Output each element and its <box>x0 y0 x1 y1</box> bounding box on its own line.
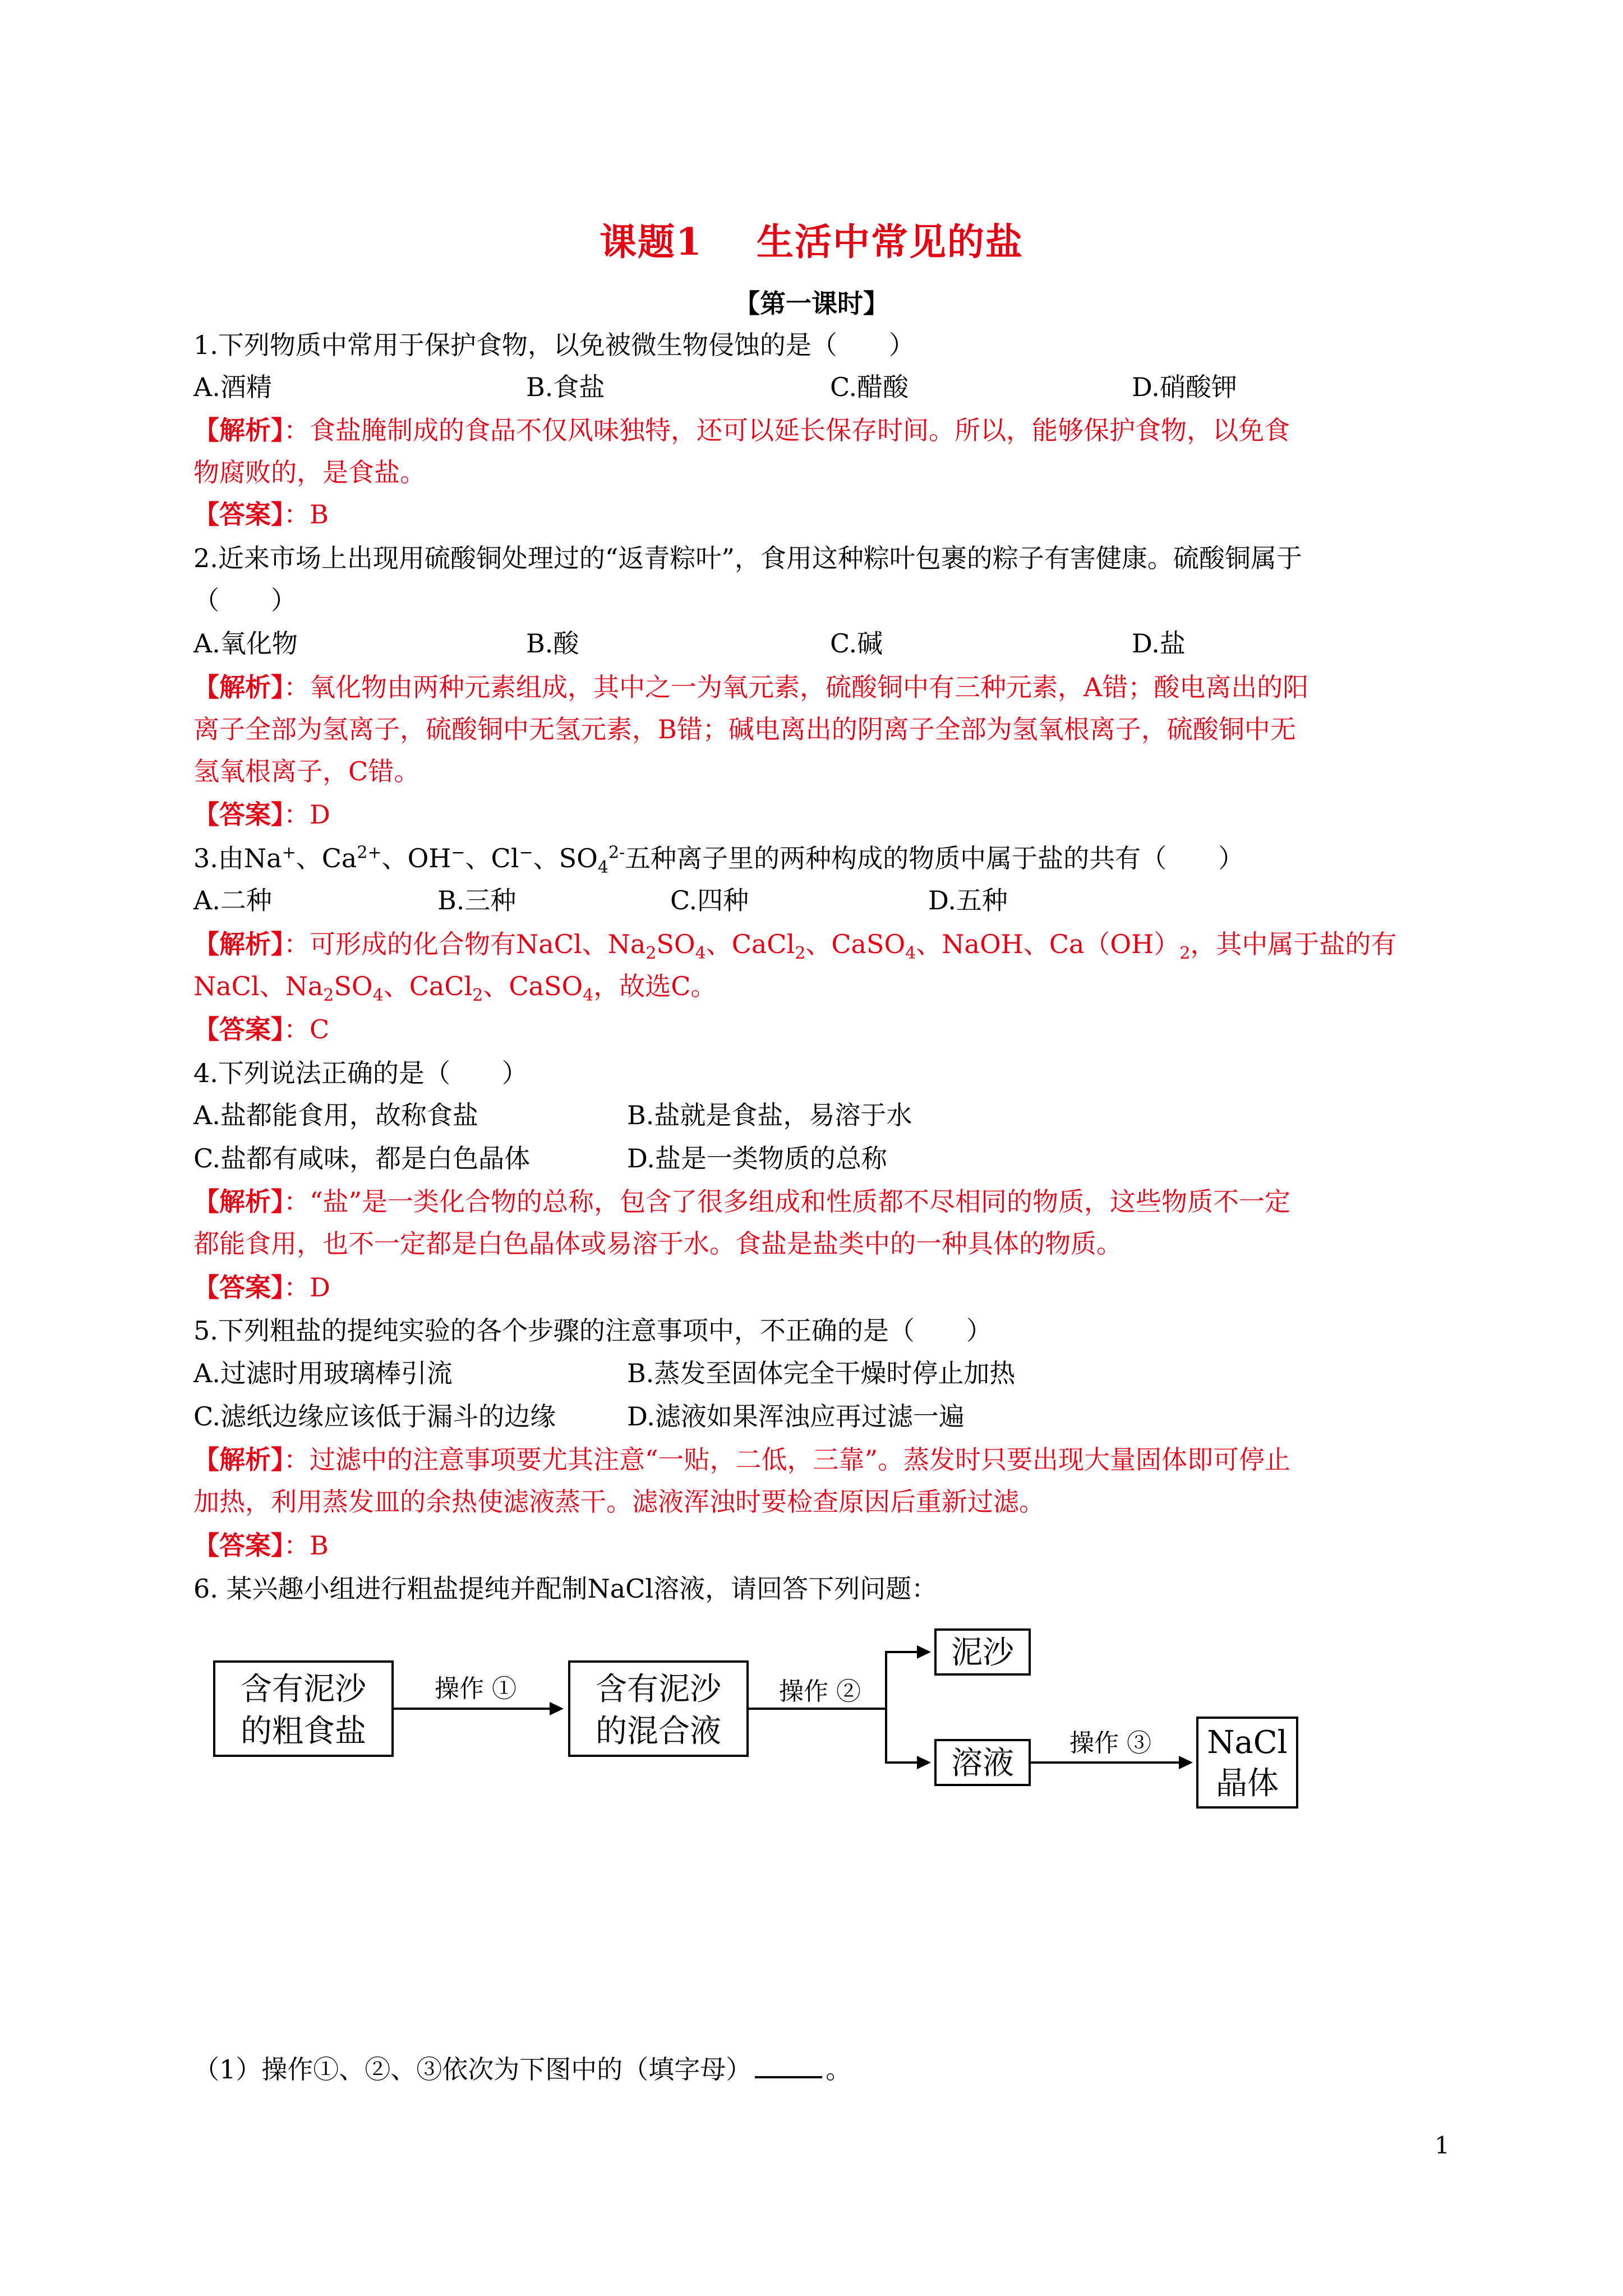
title-number: 课题1 <box>600 220 703 264</box>
q5-answer: 【答案】：B <box>193 1530 329 1561</box>
q2-answer: 【答案】：D <box>193 799 330 830</box>
q2-option-a: A.氧化物 <box>193 628 298 659</box>
q4-answer: 【答案】：D <box>193 1272 330 1303</box>
q6-stem: 6. 某兴趣小组进行粗盐提纯并配制NaCl溶液，请回答下列问题： <box>193 1573 938 1604</box>
q2-analysis-line-2: 离子全部为氢离子，硫酸铜中无氢元素，B错；碱电离出的阴离子全部为氢氧根离子，硫酸铜中无 <box>193 714 1296 744</box>
q1-analysis-line-2: 物腐败的，是食盐。 <box>193 457 426 487</box>
q5-stem: 5.下列粗盐的提纯实验的各个步骤的注意事项中，不正确的是（ ） <box>193 1315 992 1346</box>
q5-analysis-line-2: 加热，利用蒸发皿的余热使滤液蒸干。滤液浑浊时要检查原因后重新过滤。 <box>193 1487 1045 1517</box>
q2-stem-line-2: （ ） <box>193 585 297 615</box>
q2-option-d: D.盐 <box>1132 628 1186 659</box>
q1-option-d: D.硝酸钾 <box>1132 372 1237 402</box>
q5-analysis-line-1: 【解析】：过滤中的注意事项要尤其注意“一贴，二低，三靠”。蒸发时只要出现大量固体即可停止 <box>193 1444 1291 1475</box>
q3-option-d: D.五种 <box>928 885 1008 915</box>
op2-label: 操作 ② <box>779 1677 861 1706</box>
q5-option-a: A.过滤时用玻璃棒引流 <box>193 1358 453 1388</box>
q1-analysis-line-1: 【解析】：食盐腌制成的食品不仅风味独特，还可以延长保存时间。所以，能够保护食物，以免食 <box>193 415 1290 445</box>
q3-stem: 3.由Na+、$Ca^{2+}$、OH−、Cl−、$SO_4^{2-}$五种离子里的两种构成的物质中属于盐的共有（ ） <box>193 843 1244 878</box>
q3-answer: 【答案】：C <box>193 1014 330 1045</box>
q1-answer: 【答案】：B <box>193 499 329 530</box>
q4-analysis-line-1: 【解析】：“盐”是一类化合物的总称，包含了很多组成和性质都不尽相同的物质，这些物质不一定 <box>193 1186 1291 1217</box>
q3-option-c: C.四种 <box>670 885 749 915</box>
box4-text: 溶液 <box>951 1745 1014 1782</box>
q4-option-b: B.盐就是食盐，易溶于水 <box>627 1100 912 1130</box>
box1-line1: 含有泥沙 <box>241 1671 366 1708</box>
q2-analysis-line-3: 氢氧根离子，C错。 <box>193 756 420 786</box>
q3-option-b: B.三种 <box>437 885 517 915</box>
q1-option-b: B.食盐 <box>526 372 605 402</box>
q2-analysis-line-1: 【解析】：氧化物由两种元素组成，其中之一为氧元素，硫酸铜中有三种元素，A错；酸电离出的阳 <box>193 672 1309 702</box>
q1-option-c: C.醋酸 <box>830 372 909 402</box>
q3-analysis-line-1: 【解析】：可形成的化合物有NaCl、$Na_2SO_4$、CaCl$_2$、CaSO$_4$、NaOH、$Ca(OH)_2$，其中属于盐的有 <box>193 929 1397 964</box>
op3-label: 操作 ③ <box>1069 1729 1151 1757</box>
box3-text: 泥沙 <box>951 1635 1014 1671</box>
q4-option-c: C.盐都有咸味，都是白色晶体 <box>193 1143 531 1174</box>
q4-analysis-line-2: 都能食用，也不一定都是白色晶体或易溶于水。食盐是盐类中的一种具体的物质。 <box>193 1228 1122 1259</box>
q2-option-b: B.酸 <box>526 628 579 659</box>
q5-option-d: D.滤液如果浑浊应再过滤一遍 <box>627 1401 965 1432</box>
q3-analysis-line-2: NaCl、$Na_2SO_4$、CaCl$_2$、CaSO$_4$，故选C。 <box>193 971 717 1006</box>
box5-line2: 晶体 <box>1216 1765 1279 1802</box>
q6-sub1: （1）操作①、②、③依次为下图中的（填字母） 。 <box>193 2050 851 2086</box>
q2-option-c: C.碱 <box>830 628 883 659</box>
lesson-subtitle: 【第一课时】 <box>734 288 889 319</box>
q4-option-a: A.盐都能食用，故称食盐 <box>193 1100 478 1130</box>
answer-blank[interactable] <box>755 2050 822 2078</box>
box1-line2: 的粗食盐 <box>241 1713 366 1750</box>
arrow-op2-branch <box>886 1652 924 1763</box>
q4-option-d: D.盐是一类物质的总称 <box>627 1143 887 1174</box>
q1-option-a: A.酒精 <box>193 372 272 402</box>
answer-label: 【答案】 <box>193 499 284 530</box>
q1-stem: 1.下列物质中常用于保护食物，以免被微生物侵蚀的是（ ） <box>193 330 915 360</box>
box5-line1: NaCl <box>1207 1724 1288 1761</box>
q3-option-a: A.二种 <box>193 885 272 915</box>
page-number: 1 <box>1435 2132 1450 2159</box>
q5-option-c: C.滤纸边缘应该低于漏斗的边缘 <box>193 1401 556 1432</box>
title-text: 生活中常见的盐 <box>756 220 1023 264</box>
analysis-label: 【解析】 <box>193 415 284 445</box>
q2-stem-line-1: 2.近来市场上出现用硫酸铜处理过的“返青粽叶”，食用这种粽叶包裹的粽子有害健康。硫酸铜属于 <box>193 543 1302 573</box>
q4-stem: 4.下列说法正确的是（ ） <box>193 1058 528 1088</box>
op1-label: 操作 ① <box>435 1674 517 1703</box>
box2-line2: 的混合液 <box>596 1713 721 1750</box>
box2-line1: 含有泥沙 <box>596 1671 721 1708</box>
q5-option-b: B.蒸发至固体完全干燥时停止加热 <box>627 1358 1016 1388</box>
